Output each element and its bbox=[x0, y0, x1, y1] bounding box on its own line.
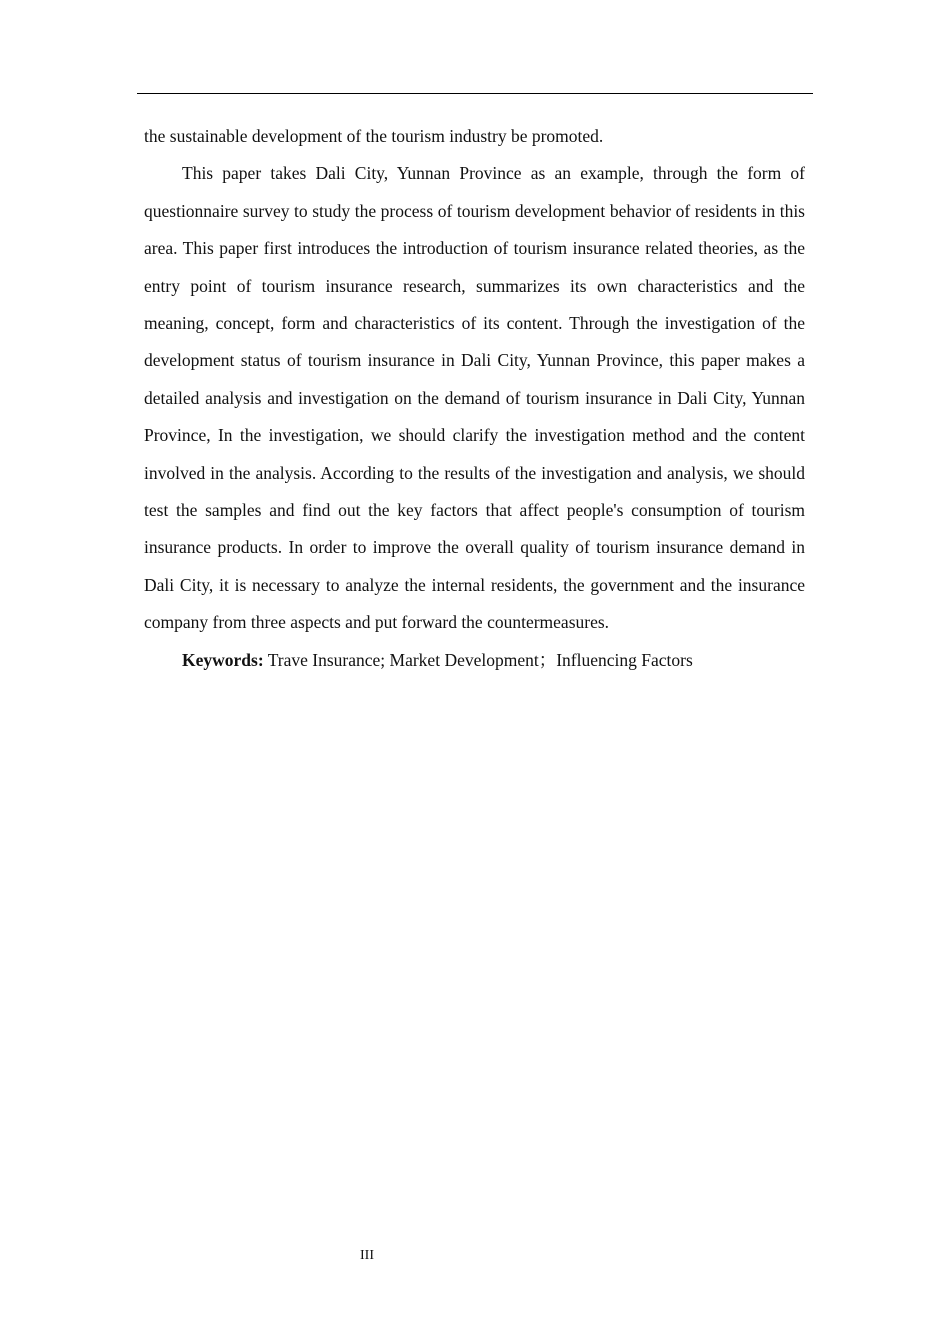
keywords-value: Trave Insurance; Market Development；Influencing Factors bbox=[263, 649, 693, 670]
page-number: III bbox=[360, 1248, 374, 1263]
abstract-body bbox=[144, 118, 805, 679]
continuation-paragraph: the sustainable development of the tourism industry be promoted. bbox=[144, 126, 604, 146]
keywords-label: Keywords: bbox=[182, 649, 264, 670]
header-rule bbox=[137, 93, 813, 94]
keywords-line bbox=[144, 642, 805, 679]
abstract-paragraph: This paper takes Dali City, Yunnan Province as an example, through the form of questionnaire survey to study the process of tourism development behavior of residents in this area. This paper first introduces the introduction of tourism insurance related theories, as the entry point of tourism insurance research, summarizes its own characteristics and the meaning, concept, form and characteristics of its content. Through the investigation of the development status of tourism insurance in Dali City, Yunnan Province, this paper makes a detailed analysis and investigation on the demand of tourism insurance in Dali City, Yunnan Province, In the investigation, we should clarify the investigation method and the content involved in the analysis. According to the results of the investigation and analysis, we should test the samples and find out the key factors that affect people's consumption of tourism insurance products. In order to improve the overall quality of tourism insurance demand in Dali City, it is necessary to analyze the internal residents, the government and the insurance company from three aspects and put forward the countermeasures. bbox=[144, 163, 805, 633]
